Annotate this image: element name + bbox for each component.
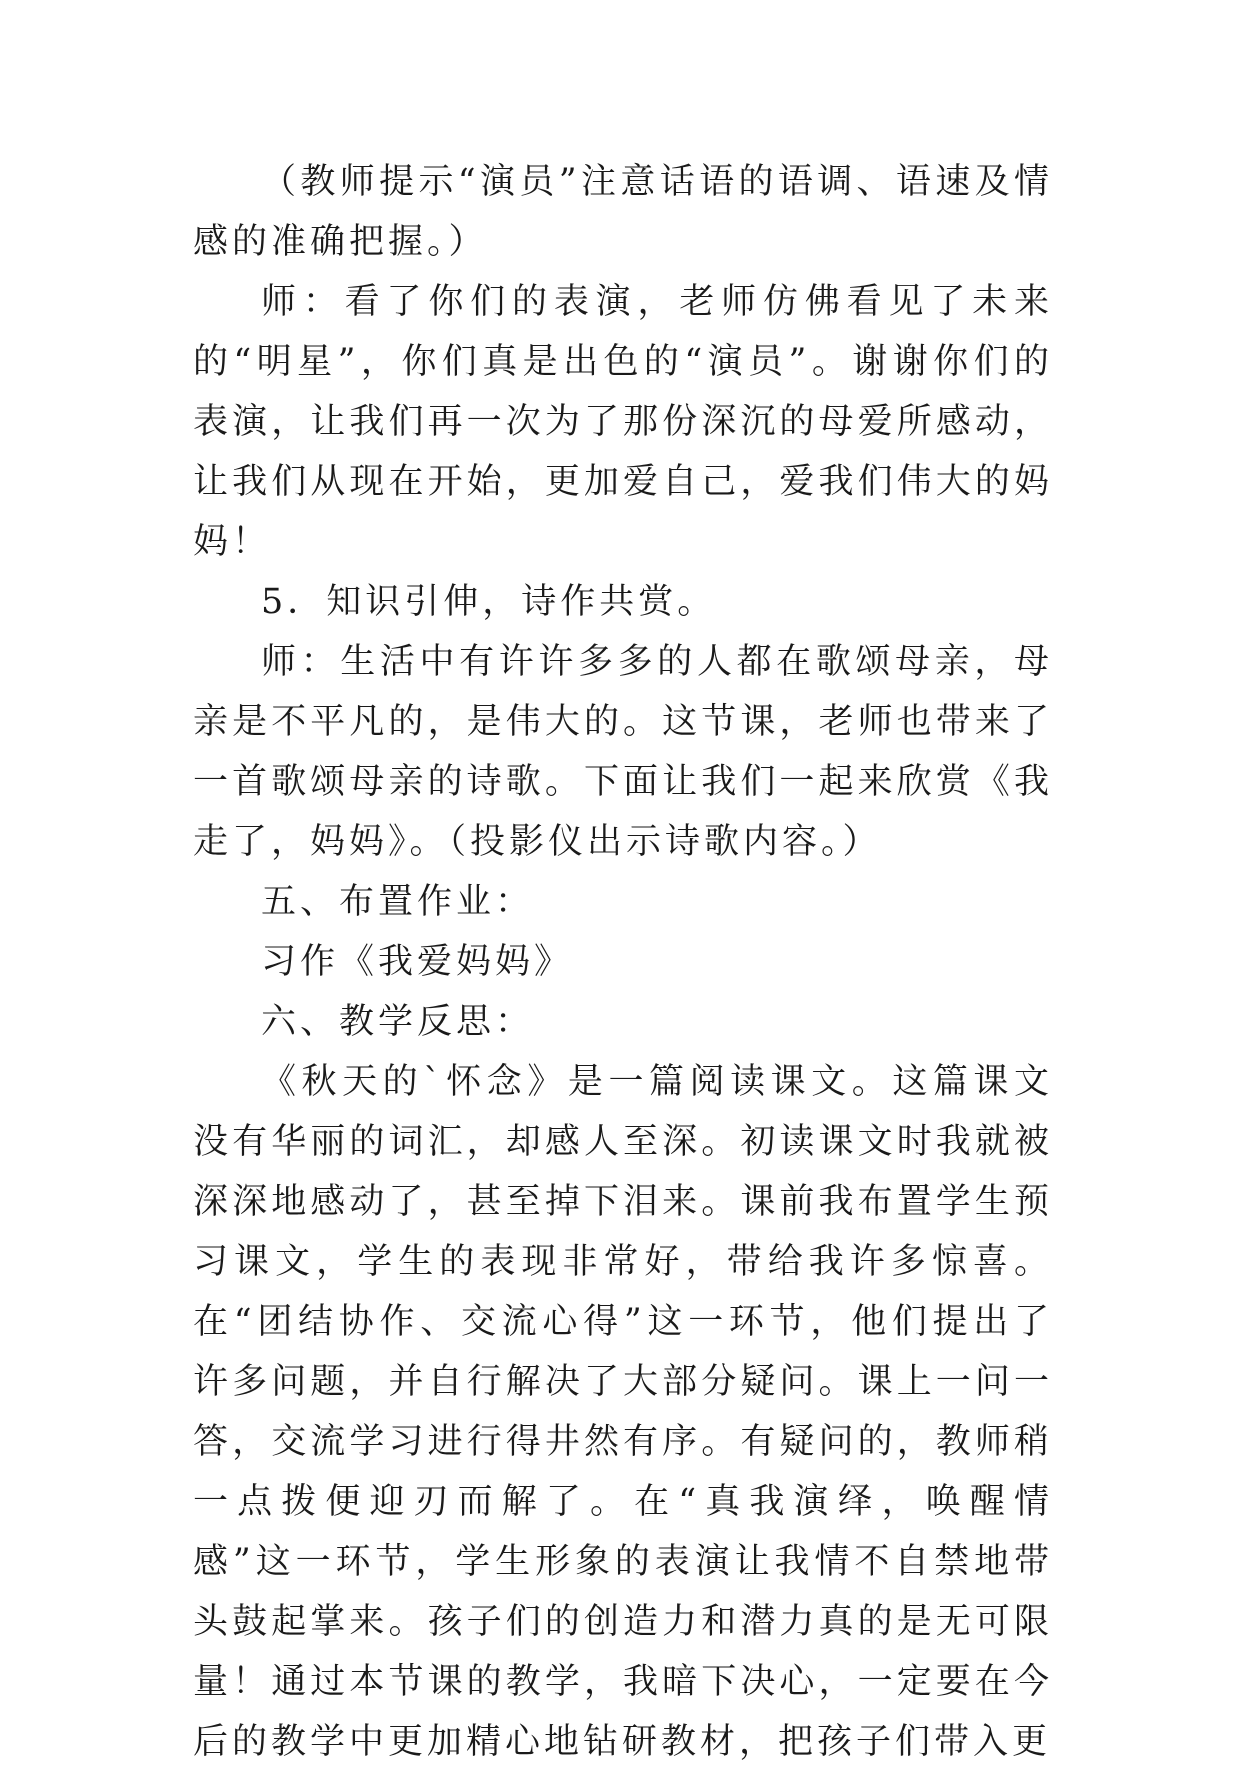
- paragraph-poem-intro: 师：生活中有许许多多的人都在歌颂母亲，母亲是不平凡的，是伟大的。这节课，老师也带来了一首歌颂母亲的诗歌。下面让我们一起来欣赏《我走了，妈妈》。（投影仪出示诗歌内容。）: [193, 642, 1053, 862]
- paragraph-reflection-body: 《秋天的`怀念》是一篇阅读课文。这篇课文没有华丽的词汇，却感人至深。初读课文时我就被深深地感动了，甚至掉下泪来。课前我布置学生预习课文，学生的表现非常好，带给我许多惊喜。在“团结协作、交流心得”这一环节，他们提出了许多问题，并自行解决了大部分疑问。课上一问一答，交流学习进行得井然有序。有疑问的，教师稍一点拨便迎刃而解了。在“真我演绎，唤醒情感”这一环节，学生形象的表演让我情不自禁地带头鼓起掌来。孩子们的创造力和潜力真的是无可限量！通过本节课的教学，我暗下决心，一定要在今后的教学中更加精心地钻研教材，把孩子们带入更: [193, 1062, 1053, 1762]
- paragraph-teacher-praise: 师：看了你们的表演，老师仿佛看见了未来的“明星”，你们真是出色的“演员”。谢谢你们的表演，让我们再一次为了那份深沉的母爱所感动，让我们从现在开始，更加爱自己，爱我们伟大的妈妈！: [193, 282, 1053, 562]
- paragraph-homework-heading: 五、布置作业：: [261, 882, 535, 922]
- paragraph-reflection-heading: 六、教学反思：: [261, 1002, 535, 1042]
- document-body: [193, 152, 1053, 1772]
- paragraph-homework-task: 习作《我爱妈妈》: [261, 942, 574, 982]
- paragraph-teacher-prompt: （教师提示“演员”注意话语的语调、语速及情感的准确把握。）: [193, 162, 1053, 262]
- paragraph-section-5-heading: 5．知识引伸，诗作共赏。: [261, 582, 717, 622]
